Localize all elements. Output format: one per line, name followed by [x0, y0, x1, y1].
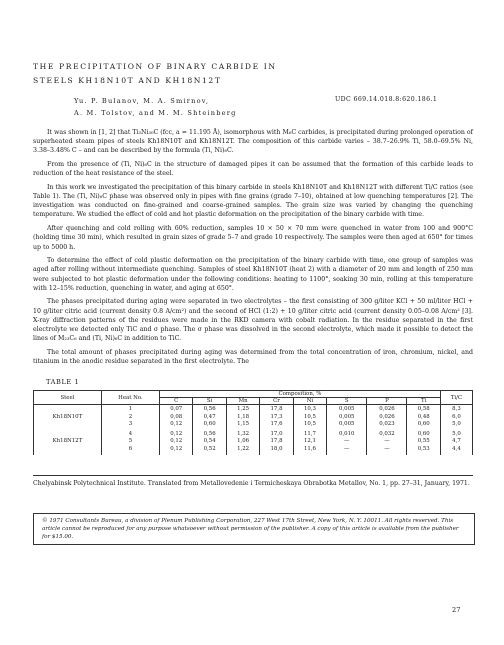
cr-cell	[260, 430, 293, 455]
value: 0,60	[203, 421, 216, 428]
ni-cell	[293, 405, 326, 430]
value: 0,032	[379, 430, 395, 437]
value: 5,0	[452, 430, 461, 437]
footnote: Chelyabinsk Polytechnical Institute. Translated from Metallovedenie i Termicheskaya Obrabotka Metallov, No. 1, pp. 27–31, January, 1971.	[33, 480, 470, 487]
ratio-cell	[440, 430, 472, 455]
heat-cell	[101, 430, 159, 455]
steel-grade: Kh18N12T	[34, 430, 102, 455]
s-cell	[327, 405, 367, 430]
paragraph-6: The phases precipitated during aging were separated in two electrolytes – the first consisting of 300 g/liter KCl + 50 ml/liter HCl + 10 g/liter citric acid (current density 0.8 A/cm²) and the second of HCl (1:2) + 10 g/liter citric acid (current density 0.05–0.08 A/cm² [3]. X-ray diffraction patterns of the residues were made in the RKD camera with cobalt radiation. In the residue separated in the first electrolyte we detected only TiC and σ phase. The σ phase was dissolved in the second electrolyte, which made it possible to detect the lines of M₂₃C₆ and (Ti, Ni)₆C in addition to TiC.	[33, 298, 473, 343]
copyright-notice: © 1971 Consultants Bureau, a division of Plenum Publishing Corporation, 227 West 17th Street, New York, N. Y. 10011. All rights reserved. This article cannot be reproduced for any purpose whatsoever without permission of the publisher. A copy of this article is available from the publisher for $15.00.	[33, 513, 475, 545]
header-element: Ni	[293, 398, 326, 405]
s-cell	[327, 430, 367, 455]
value: 0,12	[170, 438, 183, 445]
ti-cell	[407, 430, 440, 455]
composition-table	[33, 390, 473, 455]
header-heat: Heat No.	[101, 391, 159, 405]
ratio-cell	[440, 405, 472, 430]
value: 0,58	[417, 406, 430, 412]
value: 18,0	[270, 445, 283, 452]
value: 0,005	[339, 413, 355, 420]
value: 1,06	[237, 438, 250, 445]
header-element: Si	[193, 398, 226, 405]
value: 0,56	[203, 406, 216, 412]
heat-cell	[101, 405, 159, 430]
p-cell	[367, 430, 407, 455]
value: 0,12	[170, 430, 183, 437]
paragraph-5: To determine the effect of cold plastic deformation on the precipitation of the binary carbide with time, one group of samples was aged after rolling without intermediate quenching. Samples of steel Kh18N10T (heat 2) with a diameter of 20 mm and length of 250 mm were subjected to hot plastic deformation under the following conditions: heating to 1100°, soaking 30 min, rolling at this temperature with 12–15% reduction, quenching in water, and aging at 650°.	[33, 257, 473, 292]
header-steel: Steel	[34, 391, 102, 405]
header-element: S	[327, 398, 367, 405]
value: 17,8	[270, 406, 283, 412]
page-number: 27	[452, 606, 461, 614]
paragraph-4: After quenching and cold rolling with 60% reduction, samples 10 × 50 × 70 mm were quenched in water from 100 and 900°C (holding time 30 min), which resulted in grain sizes of grade 5–7 and grade 10 respectively. The samples were then aged at 650° for times up to 5000 h.	[33, 225, 473, 251]
value: 0,026	[379, 413, 395, 420]
value: 10,5	[303, 421, 316, 428]
value: —	[344, 445, 350, 452]
value: 1,32	[237, 430, 250, 437]
si-cell	[193, 430, 226, 455]
mn-cell	[226, 405, 259, 430]
value: 6,0	[452, 413, 461, 420]
title-line-1: THE PRECIPITATION OF BINARY CARBIDE IN	[33, 62, 277, 71]
value: 0,53	[417, 445, 430, 452]
authors-line-2: A. M. Tolstov, and M. M. Shteinberg	[74, 108, 237, 117]
table-row	[34, 405, 473, 430]
value: 0,60	[417, 421, 430, 428]
mn-cell	[226, 430, 259, 455]
value: 1,15	[237, 421, 250, 428]
value: 0,023	[379, 421, 395, 428]
value: —	[384, 438, 390, 445]
heat-value: 3	[128, 421, 133, 428]
value: 0,54	[203, 438, 216, 445]
c-cell	[159, 430, 192, 455]
header-element: Mn	[226, 398, 259, 405]
value: 17,8	[270, 438, 283, 445]
value: 10,5	[303, 413, 316, 420]
value: 0,07	[170, 406, 183, 412]
header-element: P	[367, 398, 407, 405]
si-cell	[193, 405, 226, 430]
value: 12,1	[303, 438, 316, 445]
value: 0,005	[339, 406, 355, 412]
heat-value: 1	[128, 406, 133, 412]
value: 0,08	[170, 413, 183, 420]
title-line-2: STEELS KH18N10T AND KH18N12T	[33, 76, 222, 85]
value: 0,60	[417, 430, 430, 437]
value: 1,18	[237, 413, 250, 420]
value: 1,25	[237, 406, 250, 412]
value: 0,12	[170, 445, 183, 452]
value: 0,005	[339, 421, 355, 428]
value: 0,010	[339, 430, 355, 437]
value: 4,4	[452, 445, 461, 452]
value: 8,3	[452, 406, 461, 412]
value: —	[344, 438, 350, 445]
ni-cell	[293, 430, 326, 455]
authors-line-1: Yu. P. Bulanov, M. A. Smirnov,	[74, 97, 210, 105]
heat-value: 2	[128, 413, 133, 420]
value: 0,026	[379, 406, 395, 412]
value: 10,3	[303, 406, 316, 412]
udc-code: UDC 669.14.018.8:620.186.1	[335, 96, 438, 103]
header-element: Cr	[260, 398, 293, 405]
value: 0,12	[170, 421, 183, 428]
value: 0,47	[203, 413, 216, 420]
header-element: C	[159, 398, 192, 405]
table-row	[34, 430, 473, 455]
paragraph-1: It was shown in [1, 2] that Ti₃Ni₃₀C (fcc, a = 11.195 Å), isomorphous with M₆C carbides, is precipitated during prolonged operation of superheated steam pipes of steels Kh18N10T and Kh18N12T. The composition of this carbide varies – 38.7–26.9% Ti, 58.0–69.5% Ni, 3.38–3.48% C – and can be described by the formula (Ti, Ni)₆C.	[33, 129, 473, 155]
paragraph-7: The total amount of phases precipitated during aging was determined from the total concentration of iron, chromium, nickel, and titanium in the anodic residue separated in the first electrolyte. The	[33, 348, 473, 365]
cr-cell	[260, 405, 293, 430]
article-body	[33, 128, 473, 371]
footnote-divider	[33, 475, 473, 476]
steel-grade: Kh18N10T	[34, 405, 102, 430]
value: 1,22	[237, 445, 250, 452]
article-title	[33, 60, 473, 88]
header-element: Ti	[407, 398, 440, 405]
value: 17,6	[270, 421, 283, 428]
header-composition: Composition, %	[159, 391, 440, 398]
value: 4,7	[452, 438, 461, 445]
table-label: TABLE 1	[46, 378, 80, 386]
value: 0,56	[203, 430, 216, 437]
value: 0,55	[417, 438, 430, 445]
paragraph-2: From the presence of (Ti, Ni)₆C in the structure of damaged pipes it can be assumed that the formation of this carbide leads to reduction of the heat resistance of the steel.	[33, 161, 473, 178]
paragraph-3: In this work we investigated the precipitation of this binary carbide in steels Kh18N10T and Kh18N12T with different Ti/C ratios (see Table 1). The (Ti, Ni)₆C phase was observed only in pipes with fine grains (grade 7–10), obtained at low quenching temperatures [2]. The investigation was conducted on fine-grained and coarse-grained samples. The grain size was varied by changing the quenching temperature. We studied the effect of cold and hot plastic deformation on the precipitation of the binary carbide with time.	[33, 183, 473, 219]
heat-value: 4	[128, 430, 133, 437]
value: 17,0	[270, 430, 283, 437]
c-cell	[159, 405, 192, 430]
header-ti-c: Ti/C	[440, 391, 472, 405]
heat-value: 6	[128, 445, 133, 452]
author-list	[74, 96, 334, 119]
value: —	[384, 445, 390, 452]
value: 0,48	[417, 413, 430, 420]
heat-value: 5	[128, 438, 133, 445]
value: 5,0	[452, 421, 461, 428]
value: 11,7	[303, 430, 316, 437]
value: 11,6	[303, 445, 316, 452]
value: 0,52	[203, 445, 216, 452]
p-cell	[367, 405, 407, 430]
ti-cell	[407, 405, 440, 430]
value: 17,3	[270, 413, 283, 420]
